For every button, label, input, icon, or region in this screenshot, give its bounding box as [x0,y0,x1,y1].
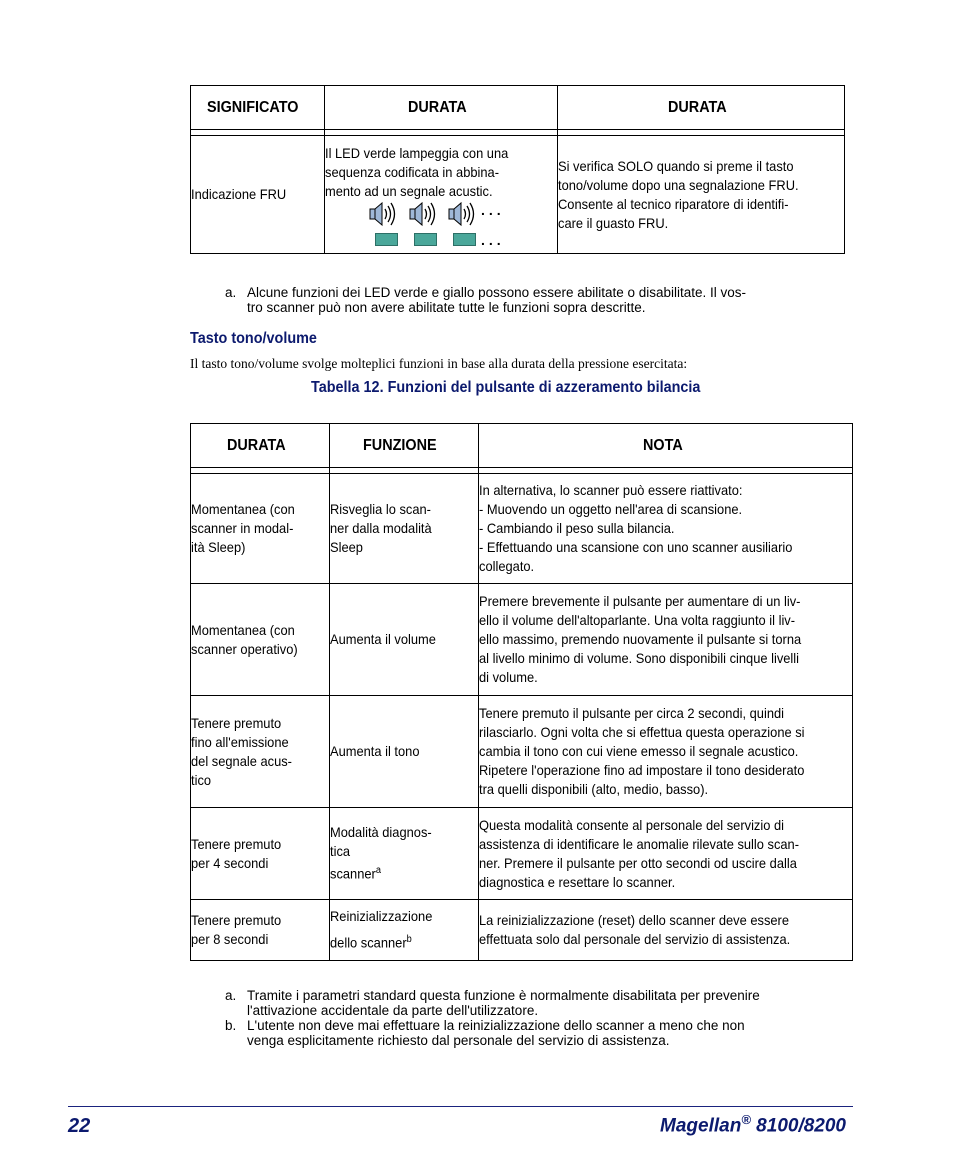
header-significato: SIGNIFICATO [191,86,325,130]
header-durata-1: DURATA [325,86,558,130]
footnote-ref-a: a [375,865,381,877]
header-durata: DURATA [191,424,330,468]
footnote-b: b. L'utente non deve mai effettuare la reinizializzazione dello scanner a meno che non venga esplicitamente richiesto dal personale del servizio di assistenza. [225,1018,745,1048]
cell-nota: Tenere premuto il pulsante per circa 2 secondi, quindi rilasciarlo. Ogni volta che si effettua questa operazione si cambia il tono con cui viene emesso il segnale acustico. Ripetere l'operazione fino ad impostare il tono desiderato tra quelli disponibili (alto, medio, basso). [479,696,853,808]
header-nota: NOTA [479,424,853,468]
cell-durata: Tenere premuto per 4 secondi [191,808,330,900]
cell-funzione: Aumenta il tono [330,696,479,808]
cell-fru-meaning: Indicazione FRU [191,136,325,254]
footer-divider [68,1106,853,1107]
header-funzione: FUNZIONE [330,424,479,468]
button-functions-table [190,423,853,961]
cell-fru-duration: Il LED verde lampeggia con una sequenza codificata in abbina- mento ad un segnale acustic. [325,136,558,254]
table-row [191,696,853,808]
cell-nota: In alternativa, lo scanner può essere riattivato: - Muovendo un oggetto nell'area di scansione. - Cambiando il peso sulla bilancia. - Effettuando una scansione con uno scanner ausiliario collegato. [479,474,853,584]
cell-funzione: Aumenta il volume [330,584,479,696]
cell-durata: Tenere premuto per 8 secondi [191,900,330,961]
section-heading: Tasto tono/volume [190,330,317,347]
table-row [191,474,853,584]
footnote-a-table1: a. Alcune funzioni dei LED verde e giallo possono essere abilitate o disabilitate. Il vos- tro scanner può non avere abilitate tutte le funzioni sopra descritte. [225,285,747,315]
header-durata-2: DURATA [558,86,845,130]
led-indicator [414,233,437,246]
cell-durata: Momentanea (con scanner operativo) [191,584,330,696]
cell-fru-note: Si verifica SOLO quando si preme il tasto tono/volume dopo una segnalazione FRU. Consente al tecnico riparatore di identifi- care il guasto FRU. [558,136,845,254]
table-row [191,900,853,961]
led-indicator [453,233,476,246]
speaker-icon [447,200,477,228]
cell-funzione: Modalità diagnos- tica scanner$^a$ [330,808,479,900]
cell-nota: Premere brevemente il pulsante per aumentare di un liv- ello il volume dell'altoparlante. Una volta raggiunto il liv- ello massimo, premendo nuovamente il pulsante si torna al livello minimo di volume. Sono disponibili cinque livelli di volume. [479,584,853,696]
page-number: 22 [68,1115,91,1137]
continuation-dots: ... [481,232,505,248]
table-row [191,584,853,696]
cell-durata: Tenere premuto fino all'emissione del segnale acus- tico [191,696,330,808]
section-intro: Il tasto tono/volume svolge molteplici funzioni in base alla durata della pressione esercitata: [190,356,688,371]
cell-nota: Questa modalità consente al personale del servizio di assistenza di identificare le anomalie rilevate sullo scan- ner. Premere il pulsante per otto secondi od uscire dalla diagnostica e resettare lo scanner. [479,808,853,900]
led-indicator [375,233,398,246]
table-row [191,808,853,900]
cell-durata: Momentanea (con scanner in modal- ità Sleep) [191,474,330,584]
cell-funzione: Reinizializzazione dello scanner$^b$ [330,900,479,961]
footnote-a: a. Tramite i parametri standard questa funzione è normalmente disabilitata per prevenire l'attivazione accidentale da parte dell'utilizzatore. [225,988,760,1018]
speaker-icon [408,200,438,228]
speaker-icon [368,200,398,228]
table-caption: Tabella 12. Funzioni del pulsante di azzeramento bilancia [311,379,701,396]
cell-funzione: Risveglia lo scan- ner dalla modalità Sleep [330,474,479,584]
continuation-dots: ... [481,202,505,218]
led-table [190,85,845,254]
cell-nota: La reinizializzazione (reset) dello scanner deve essere effettuata solo dal personale del servizio di assistenza. [479,900,853,961]
footnote-ref-b: b [406,934,412,946]
product-name: Magellan® 8100/8200 [660,1112,846,1137]
